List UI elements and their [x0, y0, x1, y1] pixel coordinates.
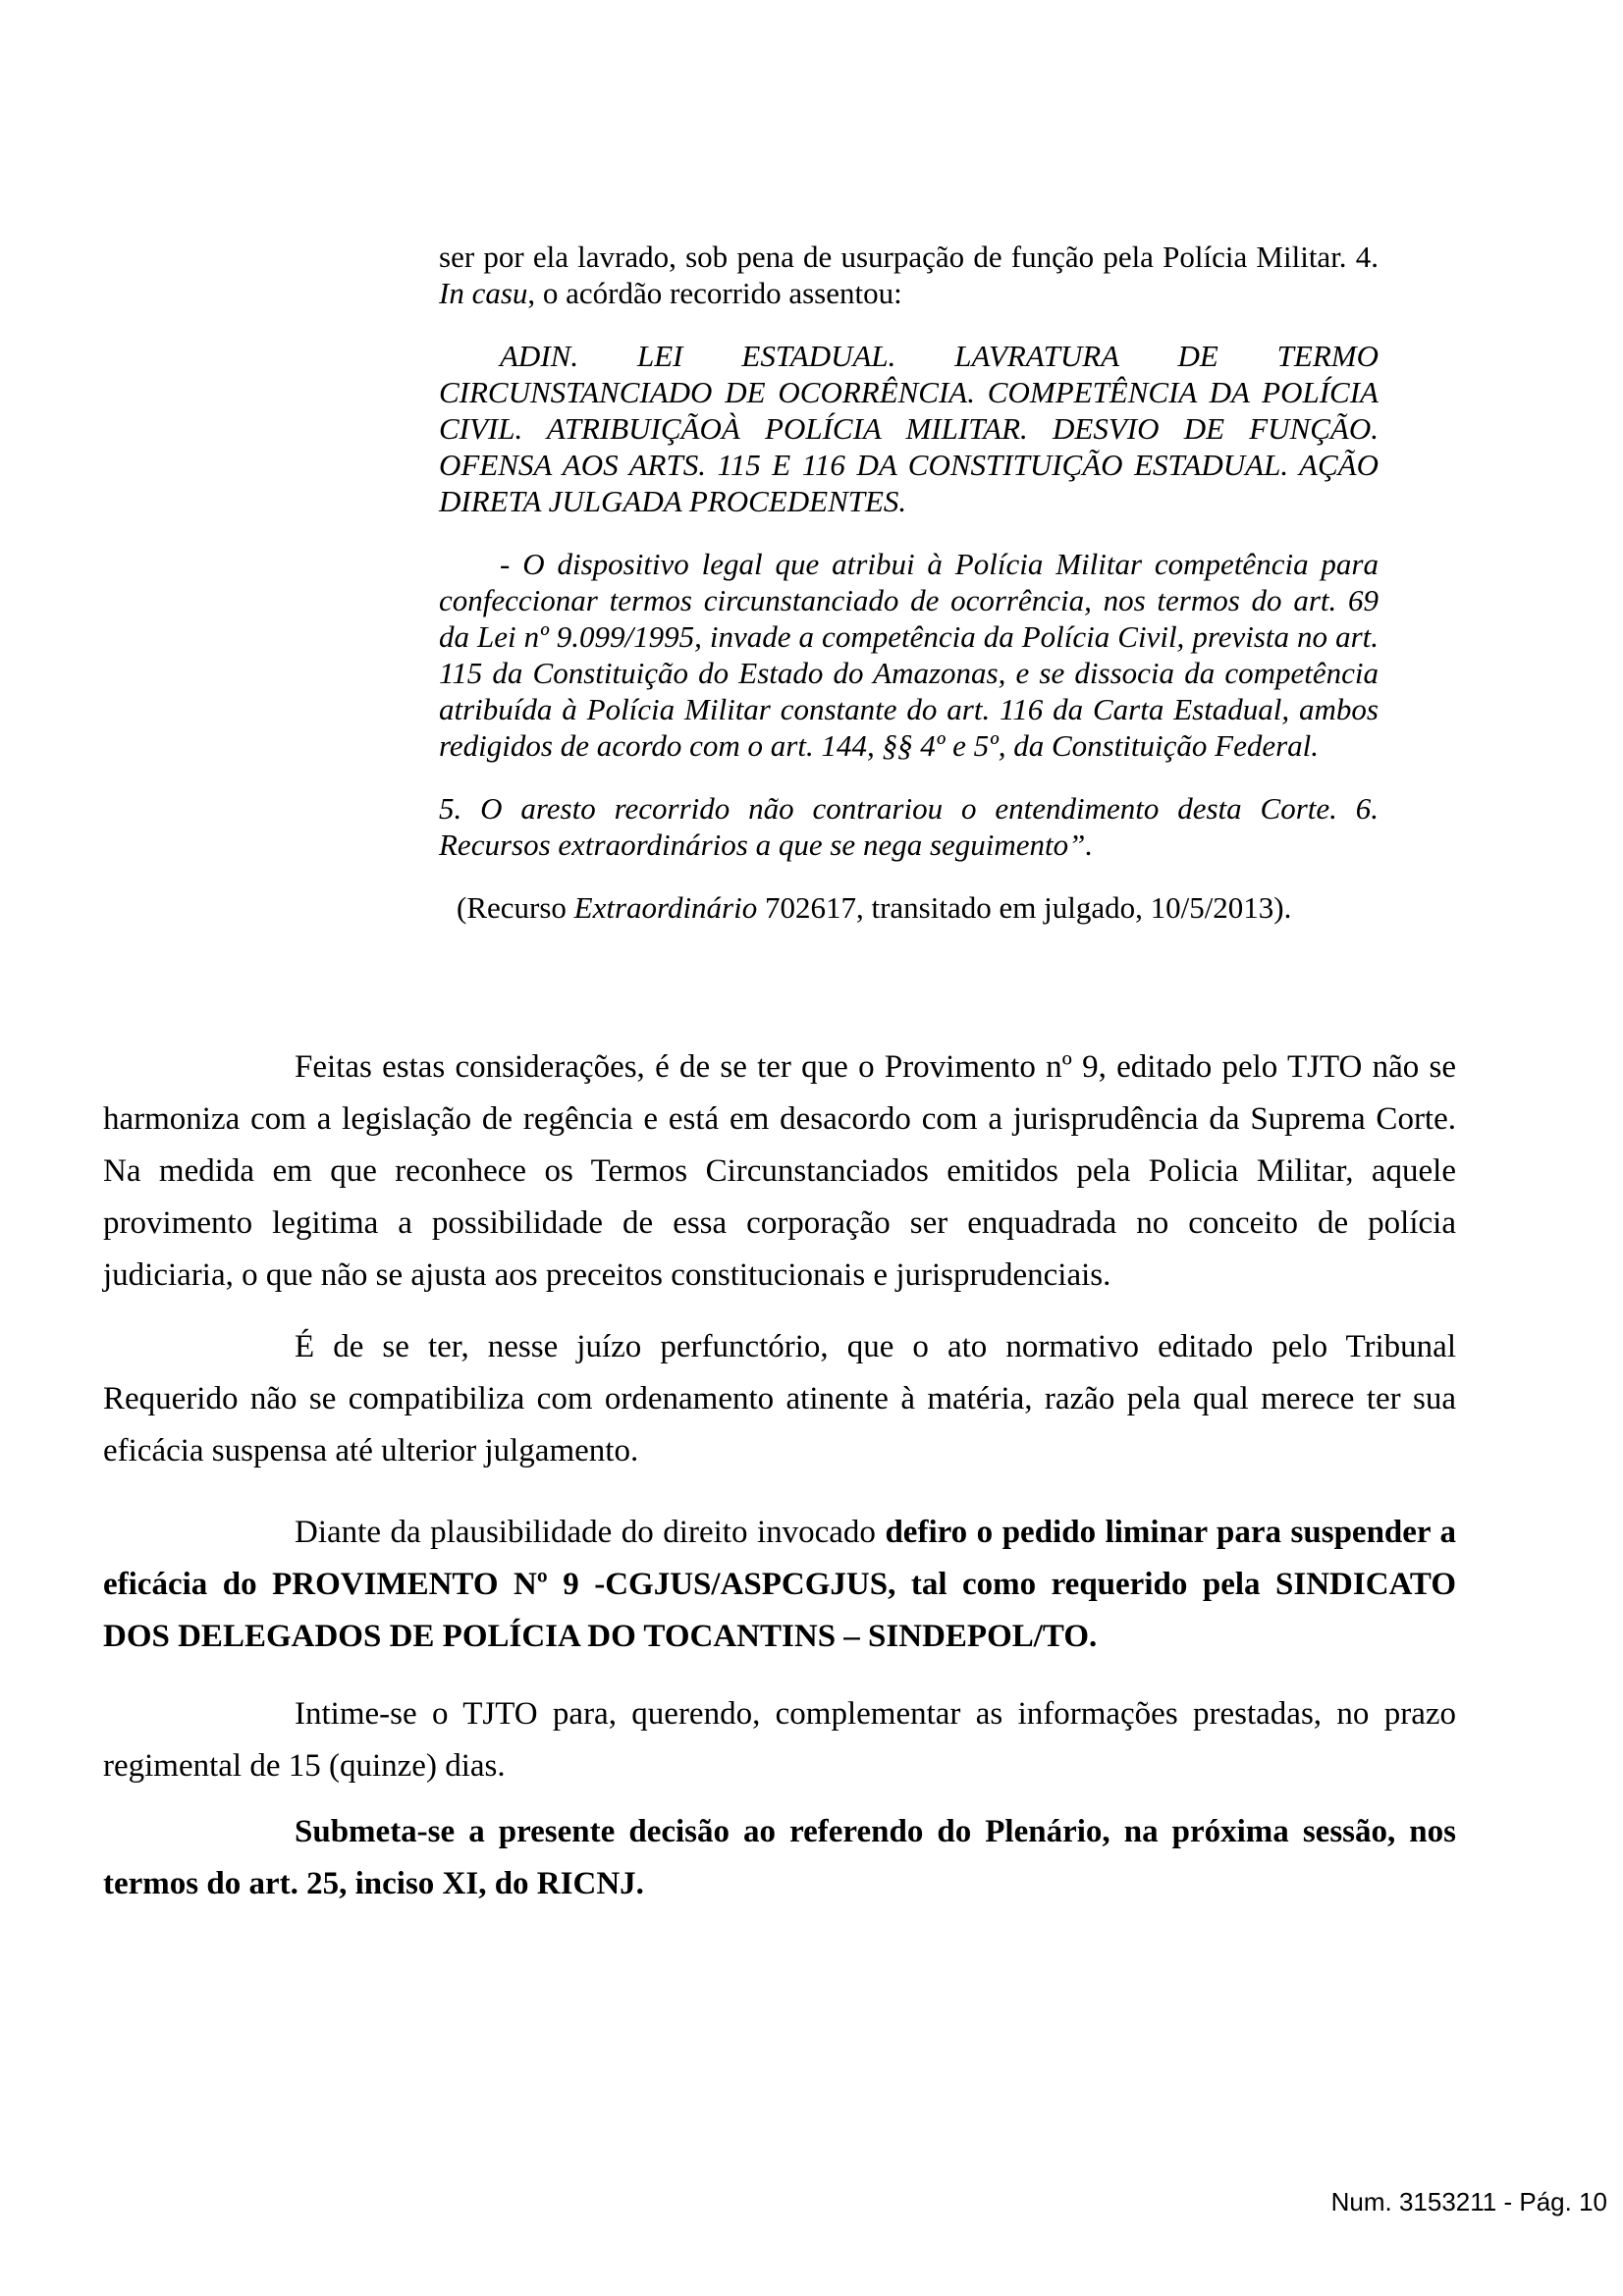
- paragraph-consideracoes: Feitas estas considerações, é de se ter que o Provimento nº 9, editado pelo TJTO não se harmoniza com a legislação de regência e está em desacordo com a jurisprudência da Suprema Corte. Na medida em que reconhece os Termos Circunstanciados emitidos pela Policia Militar, aquele provimento legitima a possibilidade de essa corporação ser enquadrada no conceito de polícia judiciaria, o que não se ajusta aos preceitos constitucionais e jurisprudenciais.: [103, 1049, 1456, 1293]
- quote-aresto-paragraph: 5. O aresto recorrido não contrariou o entendimento desta Corte. 6. Recursos extraordinários a que se nega seguimento”.: [439, 791, 1379, 862]
- citation-text-1: (Recurso: [457, 890, 574, 925]
- paragraph-intimacao: Intime-se o TJTO para, querendo, complementar as informações prestadas, no prazo regimental de 15 (quinze) dias.: [103, 1696, 1456, 1784]
- paragraph-decisao-liminar: [103, 1507, 1456, 1663]
- citation-text-2: 702617, transitado em julgado, 10/5/2013).: [757, 890, 1292, 925]
- citation-case-name: Extraordinário: [573, 890, 758, 925]
- page-number: Num. 3153211 - Pág. 10: [1330, 2187, 1607, 2216]
- quote-latin-term: In casu: [439, 276, 528, 310]
- quote-continuation-paragraph: [439, 239, 1379, 311]
- quote-continuation-text-2: , o acórdão recorrido assentou:: [527, 276, 902, 310]
- decisao-intro-text: Diante da plausibilidade do direito invocado: [295, 1515, 886, 1550]
- decisao-deferimento-bold-text: defiro o pedido liminar para suspender a eficácia do PROVIMENTO Nº 9 -CGJUS/ASPCGJUS, tal como requerido pela SINDICATO DOS DELEGADOS DE POLÍCIA DO TOCANTINS – SINDEPOL/TO.: [103, 1515, 1456, 1654]
- quote-adin-heading: ADIN. LEI ESTADUAL. LAVRATURA DE TERMO CIRCUNSTANCIADO DE OCORRÊNCIA. COMPETÊNCIA DA POLÍCIA CIVIL. ATRIBUIÇÃOÀ POLÍCIA MILITAR. DESVIO DE FUNÇÃO. OFENSA AOS ARTS. 115 E 116 DA CONSTITUIÇÃO ESTADUAL. AÇÃO DIRETA JULGADA PROCEDENTES.: [439, 339, 1379, 518]
- paragraph-juizo-perfunctorio: É de se ter, nesse juízo perfunctório, que o ato normativo editado pelo Tribunal Requerido não se compatibiliza com ordenamento atinente à matéria, razão pela qual merece ter sua eficácia suspensa até ulterior julgamento.: [103, 1329, 1456, 1468]
- paragraph-referendo-plenario: Submeta-se a presente decisão ao referendo do Plenário, na próxima sessão, nos termos do art. 25, inciso XI, do RICNJ.: [103, 1814, 1456, 1901]
- quote-dispositivo-paragraph: - O dispositivo legal que atribui à Polícia Militar competência para confeccionar termos circunstanciado de ocorrência, nos termos do art. 69 da Lei nº 9.099/1995, invade a competência da Polícia Civil, prevista no art. 115 da Constituição do Estado do Amazonas, e se dissocia da competência atribuída à Polícia Militar constante do art. 116 da Carta Estadual, ambos redigidos de acordo com o art. 144, §§ 4º e 5º, da Constituição Federal.: [439, 547, 1379, 763]
- document-body: [103, 239, 1456, 1910]
- citation-line: [439, 889, 1379, 926]
- quote-continuation-text-1: ser por ela lavrado, sob pena de usurpação de função pela Polícia Militar. 4.: [439, 240, 1379, 274]
